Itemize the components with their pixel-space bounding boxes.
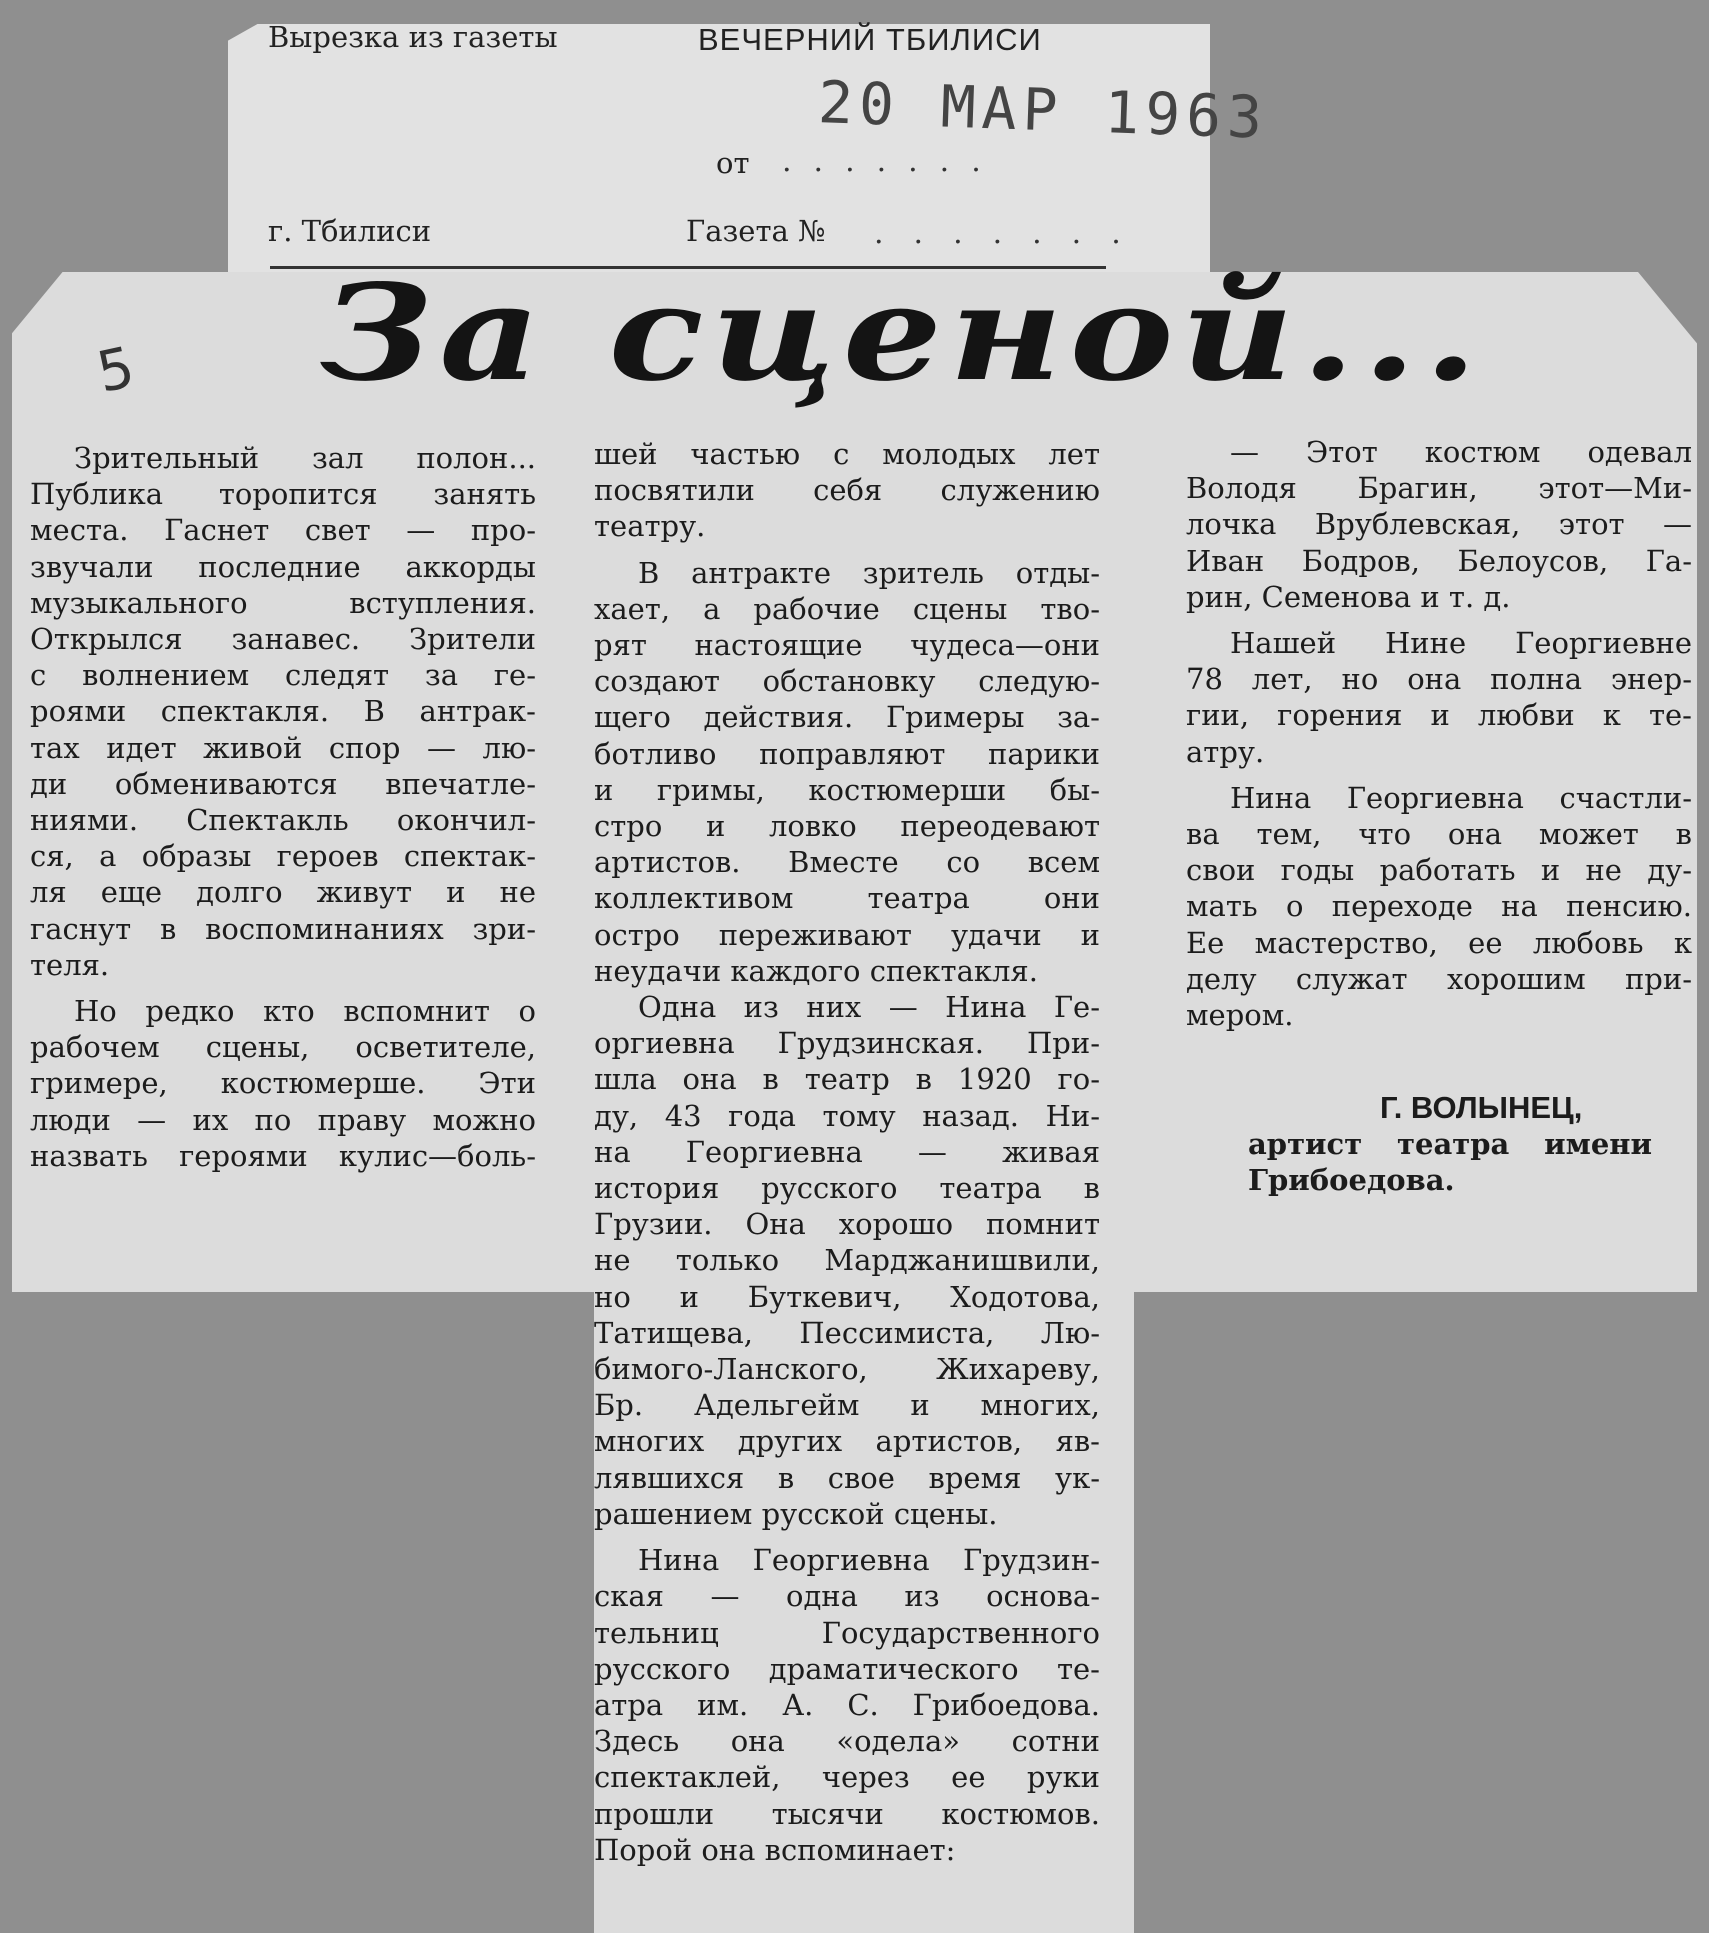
- article-text-line: создают обстановку следую-: [594, 664, 1100, 699]
- article-text-line: Нашей Нине Георгиевне: [1230, 626, 1692, 661]
- article-text-line: Открылся занавес. Зрители: [30, 622, 536, 657]
- article-text-line: делу служат хорошим при-: [1186, 961, 1692, 996]
- article-text-line: с волнением следят за ге-: [30, 658, 536, 693]
- date-dots: .......: [782, 144, 1003, 179]
- article-column-1: [30, 440, 536, 1174]
- article-text-line: рин, Семенова и т. д.: [1186, 579, 1511, 614]
- article-text-line: бимого-Ланского, Жихареву,: [594, 1352, 1100, 1387]
- from-label: от: [716, 146, 750, 180]
- article-title: За сценой...: [320, 256, 1485, 411]
- article-text-line: атру.: [1186, 734, 1265, 769]
- article-text-line: Бр. Адельгейм и многих,: [594, 1388, 1100, 1423]
- article-text-line: артистов. Вместе со всем: [594, 845, 1100, 880]
- article-text-line: рят настоящие чудеса—они: [594, 628, 1100, 663]
- article-text-line: коллективом театра они: [594, 881, 1100, 916]
- article-text-line: Порой она вспоминает:: [594, 1832, 956, 1867]
- article-text-line: В антракте зритель отды-: [638, 555, 1100, 590]
- article-text-line: Нина Георгиевна Грудзин-: [638, 1543, 1100, 1578]
- article-text-line: многих других артистов, яв-: [594, 1424, 1100, 1459]
- article-text-line: театру.: [594, 509, 706, 544]
- article-column-2: [594, 436, 1100, 1868]
- article-text-line: ду, 43 года тому назад. Ни-: [594, 1098, 1100, 1133]
- article-text-line: ся, а образы героев спектак-: [30, 839, 536, 874]
- article-text-line: посвятили себя служению: [594, 473, 1100, 508]
- article-text-line: Грузии. Она хорошо помнит: [594, 1207, 1100, 1242]
- article-text-line: места. Гаснет свет — про-: [30, 513, 536, 548]
- article-text-line: музыкального вступления.: [30, 585, 536, 620]
- article-text-line: прошли тысячи костюмов.: [594, 1796, 1100, 1831]
- issue-label: Газета №: [686, 214, 826, 248]
- article-text-line: спектаклей, через ее руки: [594, 1760, 1100, 1795]
- article-text-line: 78 лет, но она полна энер-: [1186, 662, 1692, 697]
- article-text-line: стро и ловко переодевают: [594, 809, 1100, 844]
- article-text-line: ская — одна из основа-: [594, 1579, 1100, 1614]
- article-text-line: история русского театра в: [594, 1171, 1100, 1206]
- article-text-line: рашением русской сцены.: [594, 1496, 998, 1531]
- article-text-line: Ее мастерство, ее любовь к: [1186, 925, 1692, 960]
- handwritten-page-number: 5: [91, 335, 141, 406]
- article-text-line: и гримы, костюмерши бы-: [594, 772, 1100, 807]
- article-text-line: теля.: [30, 947, 110, 982]
- article-text-line: Публика торопится занять: [30, 477, 536, 512]
- article-text-line: Одна из них — Нина Ге-: [638, 990, 1100, 1025]
- article-text-line: шла она в театр в 1920 го-: [594, 1062, 1100, 1097]
- article-text-line: остро переживают удачи и: [594, 917, 1100, 952]
- article-text-line: Володя Брагин, этот—Ми-: [1186, 471, 1692, 506]
- article-text-line: звучали последние аккорды: [30, 549, 536, 584]
- article-text-line: ботливо поправляют парики: [594, 736, 1100, 771]
- article-text-line: гримере, костюмерше. Эти: [30, 1066, 536, 1101]
- article-text-line: тах идет живой спор — лю-: [30, 730, 536, 765]
- article-text-line: гаснут в воспоминаниях зри-: [30, 911, 536, 946]
- article-text-line: свои годы работать и не ду-: [1186, 853, 1692, 888]
- author-role-line: Грибоедова.: [1248, 1163, 1455, 1197]
- author-role-line: артист театра имени: [1248, 1127, 1652, 1161]
- article-text-line: атра им. А. С. Грибоедова.: [594, 1687, 1100, 1722]
- article-text-line: Татищева, Пессимиста, Лю-: [594, 1315, 1100, 1350]
- article-text-line: неудачи каждого спектакля.: [594, 953, 1038, 988]
- article-column-3: [1186, 434, 1692, 1033]
- article-text-line: мером.: [1186, 998, 1294, 1033]
- date-stamp: 20 МАР 1963: [816, 68, 1270, 152]
- issue-dots: .......: [874, 216, 1151, 251]
- article-text-line: мать о переходе на пенсию.: [1186, 889, 1692, 924]
- article-text-line: тельниц Государственного: [594, 1615, 1100, 1650]
- article-text-line: гии, горения и любви к те-: [1186, 698, 1692, 733]
- article-text-line: Здесь она «одела» сотни: [594, 1724, 1100, 1759]
- article-text-line: щего действия. Гримеры за-: [594, 700, 1100, 735]
- article-text-line: шей частью с молодых лет: [594, 437, 1100, 471]
- article-text-line: на Георгиевна — живая: [594, 1134, 1100, 1169]
- article-text-line: ля еще долго живут и не: [30, 875, 536, 910]
- article-text-line: ди обмениваются впечатле-: [30, 766, 536, 801]
- article-text-line: Нина Георгиевна счастли-: [1230, 780, 1692, 815]
- article-text-line: ва тем, что она может в: [1186, 817, 1692, 852]
- article-text-line: Иван Бодров, Белоусов, Га-: [1186, 543, 1692, 578]
- city-label: г. Тбилиси: [268, 214, 432, 248]
- clipping-label: Вырезка из газеты: [268, 20, 558, 54]
- article-text-line: — Этот костюм одевал: [1230, 435, 1692, 469]
- article-text-line: Но редко кто вспомнит о: [74, 994, 536, 1029]
- article-text-line: люди — их по праву можно: [30, 1102, 536, 1137]
- article-text-line: оргиевна Грудзинская. При-: [594, 1026, 1100, 1061]
- article-text-line: но и Буткевич, Ходотова,: [594, 1279, 1100, 1314]
- article-text-line: не только Марджанишвили,: [594, 1243, 1100, 1278]
- author-name: Г. ВОЛЫНЕЦ,: [1380, 1090, 1583, 1125]
- article-text-line: назвать героями кулис—боль-: [30, 1138, 536, 1173]
- article-text-line: лочка Врублевская, этот —: [1186, 507, 1692, 542]
- article-text-line: русского драматического те-: [594, 1651, 1100, 1686]
- article-text-line: лявшихся в свое время ук-: [594, 1460, 1100, 1495]
- article-text-line: ниями. Спектакль окончил-: [30, 803, 536, 838]
- article-text-line: рабочем сцены, осветителе,: [30, 1030, 536, 1065]
- article-text-line: роями спектакля. В антрак-: [30, 694, 536, 729]
- author-role: [1248, 1126, 1652, 1198]
- article-text-line: Зрительный зал полон...: [74, 441, 536, 475]
- newspaper-name: ВЕЧЕРНИЙ ТБИЛИСИ: [698, 22, 1042, 57]
- article-text-line: хает, а рабочие сцены тво-: [594, 591, 1100, 626]
